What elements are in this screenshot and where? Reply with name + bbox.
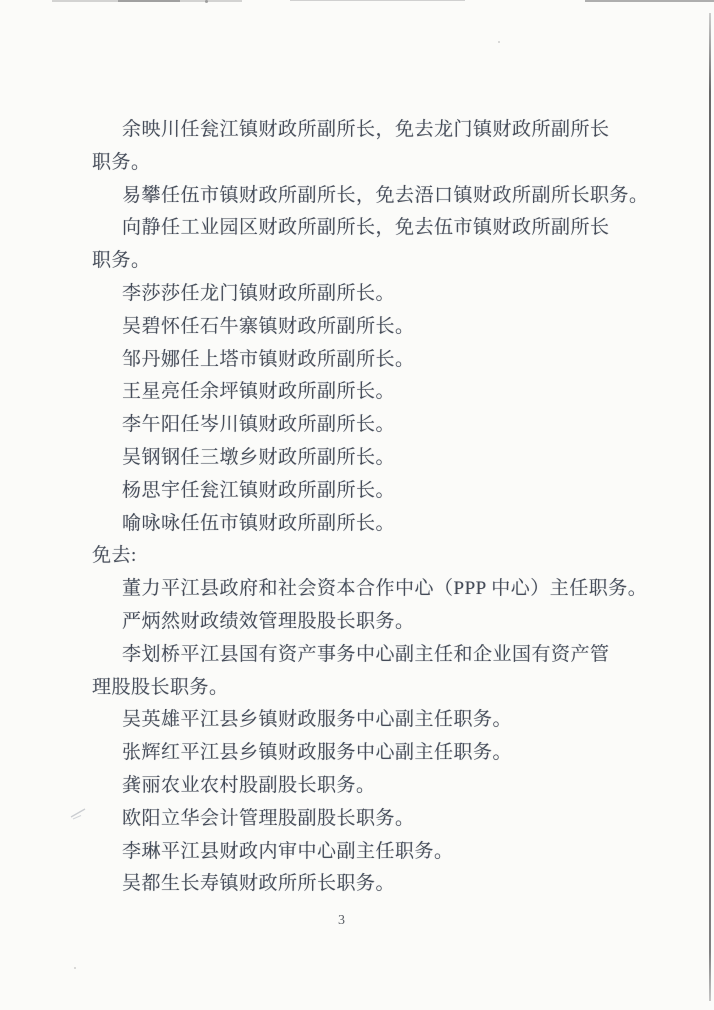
scan-edge-segment [585,0,714,2]
text-line: 李午阳任岑川镇财政所副所长。 [122,414,396,436]
text-line: 李莎莎任龙门镇财政所副所长。 [122,282,396,304]
text-line: 易攀任伍市镇财政所副所长，免去浯口镇财政所副所长职务。 [122,184,649,206]
scan-artifact-top-edge [0,0,714,4]
document-body [92,114,652,901]
text-line: 龚丽农业农村股副股长职务。 [122,774,376,796]
text-line: 职务。 [92,151,151,173]
page-number: 3 [338,913,346,928]
scan-edge-segment [290,0,465,1]
scan-speck [74,967,76,969]
text-line: 吴钢钢任三墩乡财政所副所长。 [122,446,396,468]
text-line: 余映川任瓮江镇财政所副所长，免去龙门镇财政所副所长 [122,119,610,140]
text-line: 理股股长职务。 [92,676,229,698]
text-line: 吴都生长寿镇财政所所长职务。 [122,873,396,895]
text-line: 王星亮任余坪镇财政所副所长。 [122,381,396,403]
text-line: 张辉红平江县乡镇财政服务中心副主任职务。 [122,742,513,764]
text-line: 严炳然财政绩效管理股股长职务。 [122,610,415,632]
text-line: 杨思宇任瓮江镇财政所副所长。 [122,479,396,501]
scan-speck [205,0,208,3]
text-line: 欧阳立华会计管理股副股长职务。 [122,807,415,829]
scan-artifact-right-edge-line [709,13,711,1001]
text-line: 职务。 [92,250,151,272]
text-line: 李划桥平江县国有资产事务中心副主任和企业国有资产管 [122,643,610,665]
text-line: 向静任工业园区财政所副所长，免去伍市镇财政所副所长 [122,217,610,239]
text-line: 邹丹娜任上塔市镇财政所副所长。 [122,348,415,370]
scan-artifact-pencil-mark [68,806,90,827]
text-line: 免去: [92,545,137,567]
text-line: 吴碧怀任石牛寨镇财政所副所长。 [122,315,415,337]
scan-speck [498,41,500,43]
text-line: 喻咏咏任伍市镇财政所副所长。 [122,512,396,534]
text-line: 李琳平江县财政内审中心副主任职务。 [122,840,454,862]
text-line: 董力平江县政府和社会资本合作中心（PPP 中心）主任职务。 [122,578,648,600]
text-line: 吴英雄平江县乡镇财政服务中心副主任职务。 [122,709,513,731]
scan-edge-segment [118,0,180,2]
